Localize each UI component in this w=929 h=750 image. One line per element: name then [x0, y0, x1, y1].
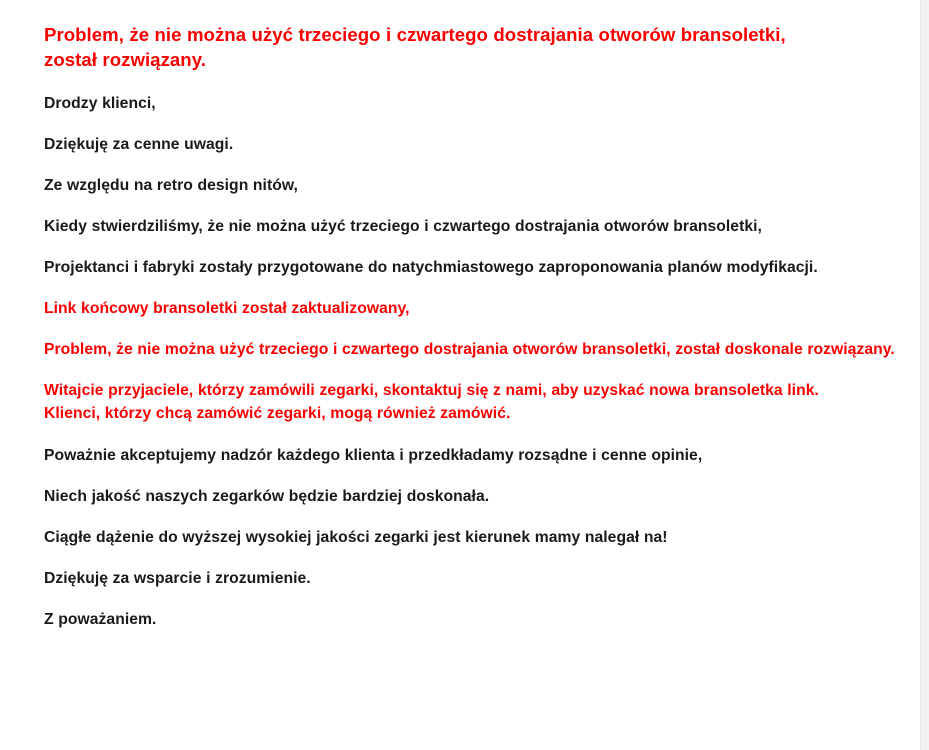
- paragraph-retro-design: Ze względu na retro design nitów,: [44, 177, 298, 194]
- contact-us-line-1: Witajcie przyjaciele, którzy zamówili zegarki, skontaktuj się z nami, aby uzyskać nowa bransoletka link.: [44, 382, 819, 399]
- paragraph-contact-us: [44, 379, 882, 425]
- paragraph-thanks-support: Dziękuję za wsparcie i zrozumienie.: [44, 570, 311, 587]
- paragraph-supervision: Poważnie akceptujemy nadzór każdego klienta i przedkładamy rozsądne i cenne opinie,: [44, 447, 703, 464]
- paragraph-link-updated: Link końcowy bransoletki został zaktualizowany,: [44, 300, 410, 317]
- paragraph-thanks-for-feedback: Dziękuję za cenne uwagi.: [44, 136, 234, 153]
- announcement-heading: Problem, że nie można użyć trzeciego i czwartego dostrajania otworów bransoletki, został rozwiązany.: [44, 24, 786, 70]
- contact-us-line-2: Klienci, którzy chcą zamówić zegarki, mogą również zamówić.: [44, 405, 511, 422]
- paragraph-designers-factories: Projektanci i fabryki zostały przygotowane do natychmiastowego zaproponowania planów modyfikacji.: [44, 259, 818, 276]
- paragraph-quality-wish: Niech jakość naszych zegarków będzie bardziej doskonała.: [44, 488, 490, 505]
- page-right-edge-strip: [920, 0, 929, 750]
- paragraph-closing: Z poważaniem.: [44, 611, 157, 628]
- paragraph-problem-solved: Problem, że nie można użyć trzeciego i czwartego dostrajania otworów bransoletki, został doskonale rozwiązany.: [44, 341, 895, 358]
- paragraph-salutation: Drodzy klienci,: [44, 95, 156, 112]
- paragraph-pursuit: Ciągłe dążenie do wyższej wysokiej jakości zegarki jest kierunek mamy nalegał na!: [44, 529, 668, 546]
- paragraph-issue-found: Kiedy stwierdziliśmy, że nie można użyć trzeciego i czwartego dostrajania otworów bransoletki,: [44, 218, 762, 235]
